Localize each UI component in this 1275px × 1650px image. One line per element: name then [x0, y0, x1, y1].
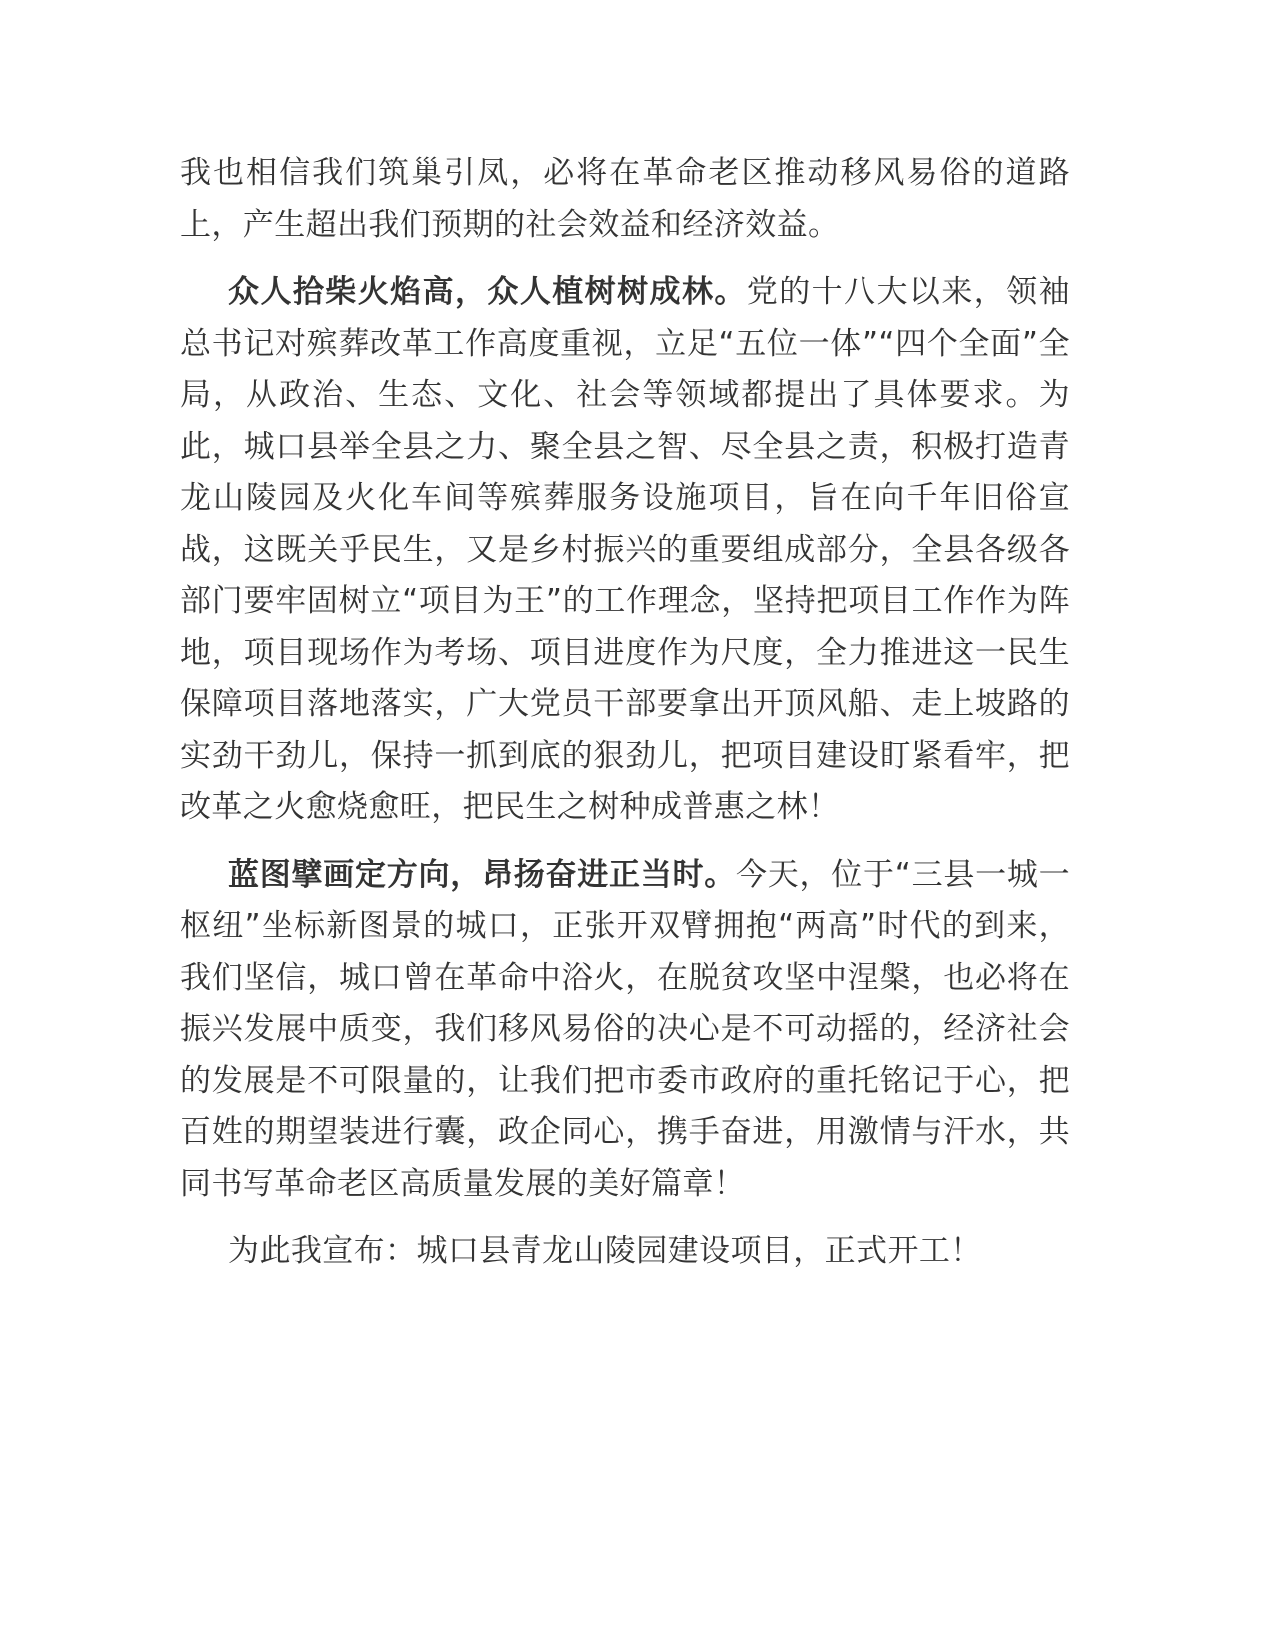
- paragraph-text: 今天，位于“三县一城一枢纽”坐标新图景的城口，正张开双臂拥抱“两高”时代的到来，我们坚信，城口曾在革命中浴火，在脱贫攻坚中涅槃，也必将在振兴发展中质变，我们移风易俗的决心是不可动摇的，经济社会的发展是不可限量的，让我们把市委市政府的重托铭记于心，把百姓的期望装进行囊，政企同心，携手奋进，用激情与汗水，共同书写革命老区高质量发展的美好篇章！: [180, 856, 1070, 1202]
- paragraph-text: 我也相信我们筑巢引凤，必将在革命老区推动移风易俗的道路上，产生超出我们预期的社会效益和经济效益。: [180, 155, 1070, 243]
- document-body: [180, 148, 1070, 1294]
- paragraph-text: 党的十八大以来，领袖总书记对殡葬改革工作高度重视，立足“五位一体”“四个全面”全局，从政治、生态、文化、社会等领域都提出了具体要求。为此，城口县举全县之力、聚全县之智、尽全县之责，积极打造青龙山陵园及火化车间等殡葬服务设施项目，旨在向千年旧俗宣战，这既关乎民生，又是乡村振兴的重要组成部分，全县各级各部门要牢固树立“项目为王”的工作理念，坚持把项目工作作为阵地，项目现场作为考场、项目进度作为尺度，全力推进这一民生保障项目落地落实，广大党员干部要拿出开顶风船、走上坡路的实劲干劲儿，保持一抓到底的狠劲儿，把项目建设盯紧看牢，把改革之火愈烧愈旺，把民生之树种成普惠之林！: [180, 274, 1070, 825]
- paragraph-announcement: [180, 1226, 1070, 1278]
- paragraph-blueprint: [180, 850, 1070, 1211]
- paragraph-lead-heading: 蓝图擘画定方向，昂扬奋进正当时。: [228, 856, 737, 893]
- paragraph-continuation: [180, 148, 1070, 251]
- paragraph-lead-heading: 众人拾柴火焰高，众人植树树成林。: [228, 274, 747, 310]
- paragraph-text: 为此我宣布：城口县青龙山陵园建设项目，正式开工！: [228, 1233, 982, 1269]
- paragraph-crowd-effort: [180, 267, 1070, 834]
